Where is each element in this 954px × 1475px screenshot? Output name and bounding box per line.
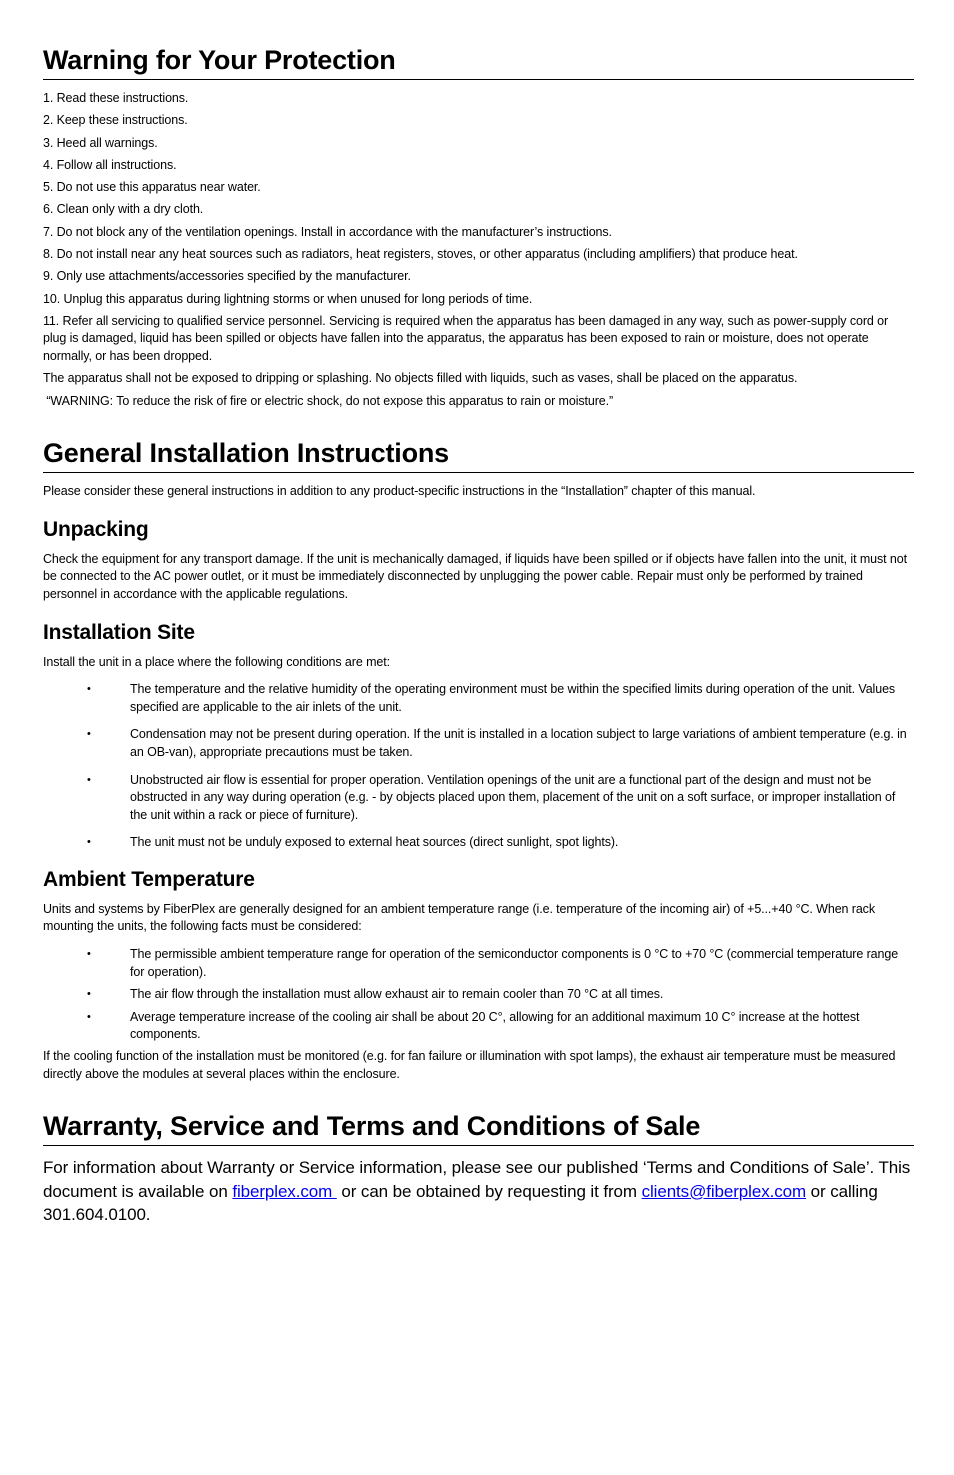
list-item: • The air flow through the installation must allow exhaust air to remain cooler than 70 °C at all times. <box>43 986 914 1004</box>
installation-intro: Please consider these general instructions in addition to any product-specific instructions in the “Installation” chapter of this manual. <box>43 484 756 499</box>
warning-item: 3. Heed all warnings. <box>43 135 158 150</box>
installation-section-title: General Installation Instructions <box>43 437 914 473</box>
unpacking-text: Check the equipment for any transport damage. If the unit is mechanically damaged, if liquids have been spilled or if objects have fallen into the unit, it must not be connected to the AC power outlet, or it must be immediately disconnected by unplugging the power cable. Repair must only be performed by trained personnel in accordance with the applicable regulations. <box>43 551 907 601</box>
ambient-outro: If the cooling function of the installation must be monitored (e.g. for fan failure or illumination with spot lamps), the exhaust air temperature must be measured directly above the modules at several places within the enclosure. <box>43 1049 896 1081</box>
warning-item: 10. Unplug this apparatus during lightning storms or when unused for long periods of time. <box>43 291 533 306</box>
list-item: • Unobstructed air flow is essential for proper operation. Ventilation openings of the unit are a functional part of the design and must not be obstructed in any way during operation (e.g. - by objects placed upon them, placement of the unit on a soft surface, or improper installation of the unit within a rack or piece of furniture). <box>87 772 896 822</box>
bullet-icon: • <box>87 836 91 849</box>
warranty-text: For information about Warranty or Service information, please see our published ‘Terms and Conditions of Sale’. This document is available on fiberplex.com or can be obtained by requesting it from clients@fiberplex.com or calling 301.604.0100. <box>43 1158 911 1225</box>
warning-item: 11. Refer all servicing to qualified service personnel. Servicing is required when the apparatus has been damaged in any way, such as power-supply cord or plug is damaged, liquid has been spilled or objects have fallen into the apparatus, the apparatus has been exposed to rain or moisture, does not operate normally, or has been dropped. <box>43 313 889 363</box>
list-item: • Average temperature increase of the cooling air shall be about 20 C°, allowing for an additional maximum 10 C° increase at the hottest components. <box>87 1009 860 1042</box>
unpacking-heading: Unpacking <box>43 517 149 541</box>
warning-item: 9. Only use attachments/accessories specified by the manufacturer. <box>43 269 411 284</box>
installation-site-intro: Install the unit in a place where the following conditions are met: <box>43 654 390 669</box>
warning-quote: “WARNING: To reduce the risk of fire or electric shock, do not expose this apparatus to rain or moisture.” <box>43 393 614 408</box>
fiberplex-website-link[interactable]: fiberplex.com <box>232 1181 337 1201</box>
bullet-icon: • <box>87 773 91 786</box>
warranty-section-title: Warranty, Service and Terms and Conditions of Sale <box>43 1110 914 1146</box>
list-item: • The unit must not be unduly exposed to external heat sources (direct sunlight, spot lights). <box>43 834 914 852</box>
warning-item: 1. Read these instructions. <box>43 91 189 105</box>
installation-site-list <box>43 681 914 852</box>
list-item: • The temperature and the relative humidity of the operating environment must be within the specified limits during operation of the unit. Values specified are applicable to the air inlets of the unit. <box>87 682 896 714</box>
bullet-icon: • <box>87 948 91 961</box>
ambient-intro: Units and systems by FiberPlex are generally designed for an ambient temperature range (i.e. temperature of the incoming air) of +5...+40 °C. When rack mounting the units, the following facts must be considered: <box>43 901 875 934</box>
installation-site-heading: Installation Site <box>43 620 195 644</box>
ambient-temperature-heading: Ambient Temperature <box>43 867 255 891</box>
bullet-icon: • <box>87 988 91 1001</box>
warning-item: 6. Clean only with a dry cloth. <box>43 202 204 217</box>
bullet-icon: • <box>87 728 91 741</box>
warning-item: 7. Do not block any of the ventilation openings. Install in accordance with the manufacturer’s instructions. <box>43 224 612 239</box>
ambient-list <box>43 946 914 1044</box>
list-item: • Condensation may not be present during operation. If the unit is installed in a location subject to large variations of ambient temperature (e.g. in an OB-van), appropriate precautions must be taken. <box>87 727 907 759</box>
list-item: • The permissible ambient temperature range for operation of the semiconductor components is 0 °C to +70 °C (commercial temperature range for operation). <box>87 947 899 979</box>
warning-note: The apparatus shall not be exposed to dripping or splashing. No objects filled with liquids, such as vases, shall be placed on the apparatus. <box>43 371 798 386</box>
bullet-icon: • <box>87 1010 91 1023</box>
warning-item: 5. Do not use this apparatus near water. <box>43 180 261 195</box>
warning-item: 8. Do not install near any heat sources such as radiators, heat registers, stoves, or other apparatus (including amplifiers) that produce heat. <box>43 246 798 261</box>
warning-list <box>43 90 914 410</box>
document-page <box>43 0 914 1227</box>
bullet-icon: • <box>87 683 91 696</box>
warning-item: 2. Keep these instructions. <box>43 113 188 128</box>
warning-item: 4. Follow all instructions. <box>43 157 177 172</box>
warning-section-title: Warning for Your Protection <box>43 44 914 80</box>
clients-email-link[interactable]: clients@fiberplex.com <box>641 1181 807 1201</box>
